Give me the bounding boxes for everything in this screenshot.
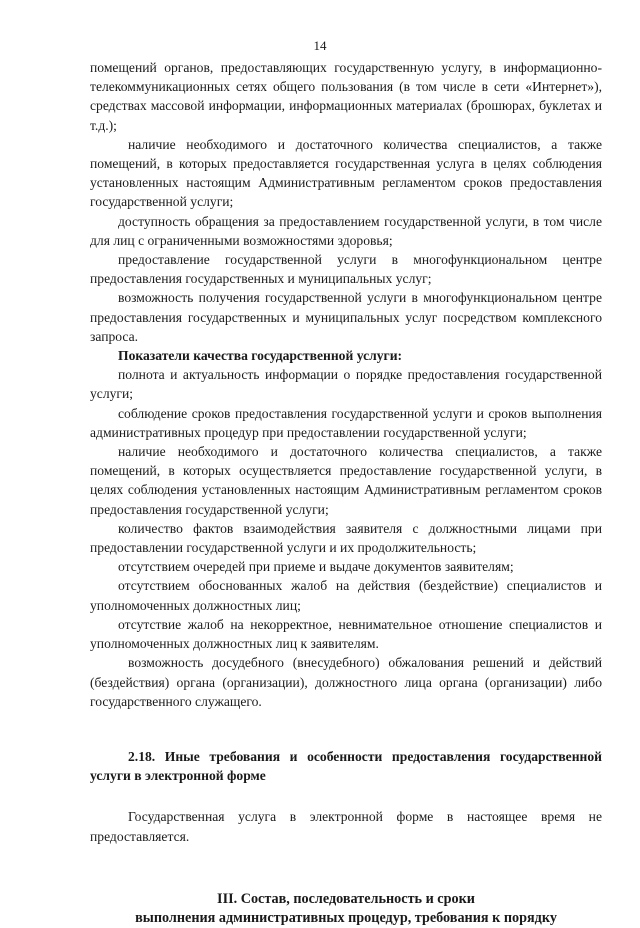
paragraph: количество фактов взаимодействия заявителя с должностными лицами при предоставлении государственной услуги и их продолжительность; bbox=[90, 520, 602, 556]
paragraph: отсутствием обоснованных жалоб на действия (бездействие) специалистов и уполномоченных должностных лиц; bbox=[90, 578, 602, 613]
paragraph: соблюдение сроков предоставления государственной услуги и сроков выполнения административных процедур при предоставлении государственной услуги; bbox=[90, 405, 602, 440]
paragraph: отсутствием очередей при приеме и выдаче документов заявителям; bbox=[118, 559, 514, 575]
paragraph: наличие необходимого и достаточного количества специалистов, а также помещений, в которых предоставляется государственная услуга в целях соблюдения установленных настоящим Административным регламентом сроков предоставления государственной услуги; bbox=[90, 136, 602, 210]
chapter-heading-line: III. Состав, последовательность и сроки bbox=[217, 890, 475, 907]
paragraph: возможность получения государственной услуги в многофункциональном центре предоставления государственных и муниципальных услуг посредством комплексного запроса. bbox=[90, 290, 602, 344]
document-body bbox=[90, 58, 602, 928]
paragraph: возможность досудебного (внесудебного) обжалования решений и действий (бездействия) органа (организации), должностного лица органа (организации) либо государственного служащего. bbox=[90, 655, 602, 709]
section-text: Государственная услуга в электронной форме в настоящее время не предоставляется. bbox=[90, 809, 602, 844]
paragraph: отсутствие жалоб на некорректное, невнимательное отношение специалистов и уполномоченных должностных лиц к заявителям. bbox=[90, 616, 602, 652]
paragraph: наличие необходимого и достаточного количества специалистов, а также помещений, в которых осуществляется предоставление государственной услуги, в целях соблюдения установленных настоящим Административным регламентом сроков предоставления государственной услуги; bbox=[90, 444, 602, 517]
page-number: 14 bbox=[313, 38, 327, 53]
paragraph: помещений органов, предоставляющих государственную услугу, в информационно-телекоммуникационных сетях общего пользования (в том числе в сети «Интернет»), средствах массовой информации, информационных материалах (брошюрах, буклетах и т.д.); bbox=[90, 60, 602, 133]
quality-heading: Показатели качества государственной услуги: bbox=[118, 348, 403, 364]
chapter-heading-line: выполнения административных процедур, требования к порядку bbox=[135, 909, 557, 926]
paragraph: полнота и актуальность информации о порядке предоставления государственной услуги; bbox=[90, 367, 602, 402]
paragraph: доступность обращения за предоставлением государственной услуги, в том числе для лиц с ограниченными возможностями здоровья; bbox=[90, 213, 602, 248]
section-heading: 2.18. Иные требования и особенности предоставления государственной услуги в электронной форме bbox=[90, 748, 602, 784]
chapter-heading bbox=[90, 890, 602, 928]
paragraph: предоставление государственной услуги в многофункциональном центре предоставления государственных и муниципальных услуг; bbox=[90, 252, 602, 287]
